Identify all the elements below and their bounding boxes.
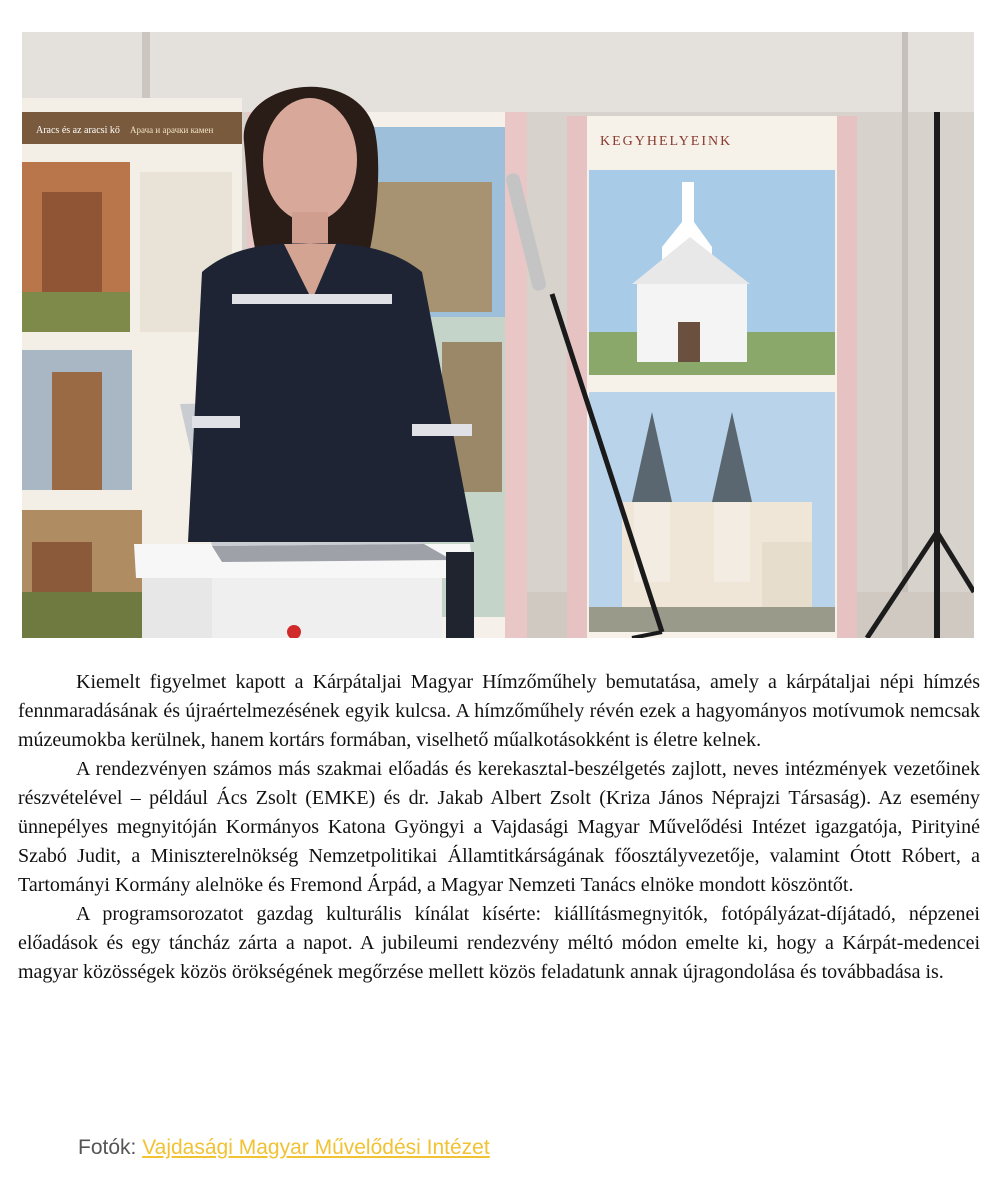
photo-credit-label: Fotók: [78,1136,143,1159]
event-photo-illustration [22,32,974,638]
banner-right [567,116,857,638]
banner-right-title: KEGYHELYEINK [600,134,733,149]
photo-credit [78,1136,490,1160]
paragraph: A rendezvényen számos más szakmai előadás és kerekasztal-beszélgetés zajlott, neves intézmények vezetőinek részvételével – például Ács Zsolt (EMKE) és dr. Jakab Albert Zsolt (Kriza János Néprajzi Társaság). Az esemény ünnepélyes megnyitóján Kormányos Katona Gyöngyi a Vajdasági Magyar Művelődési Intézet igazgatója, Pirityiné Szabó Judit, a Miniszterelnökség Nemzetpolitikai Államtitkárságának főosztályvezetője, valamint Ótott Róbert, a Tartományi Kormány alelnöke és Fremond Árpád, a Magyar Nemzeti Tanács elnöke mondott köszöntőt. [18,758,980,896]
paragraph: Kiemelt figyelmet kapott a Kárpátaljai Magyar Hímzőműhely bemutatása, amely a kárpátaljai népi hímzés fennmaradásának és újraértelmezésének egyik kulcsa. A hímzőműhely révén ezek a hagyományos motívumok nemcsak múzeumokba kerülnek, hanem kortárs formában, viselhető műalkotásokként is életre kelnek. [18,671,980,751]
event-photo [22,32,974,638]
article-body [18,668,980,987]
paragraph: A programsorozatot gazdag kulturális kínálat kísérte: kiállításmegnyitók, fotópályázat-díjátadó, népzenei előadások és egy táncház zárta a napot. A jubileumi rendezvény méltó módon emelte ki, hogy a Kárpát-medencei magyar közösségek közös örökségének megőrzése mellett közös feladatunk annak újragondolása és továbbadása is. [18,903,980,983]
banner-left-subtitle: Арача и арачки камен [130,125,214,135]
banner-left-title: Aracs és az aracsi kő [36,125,120,136]
photo-credit-link[interactable]: Vajdasági Magyar Művelődési Intézet [142,1136,490,1159]
